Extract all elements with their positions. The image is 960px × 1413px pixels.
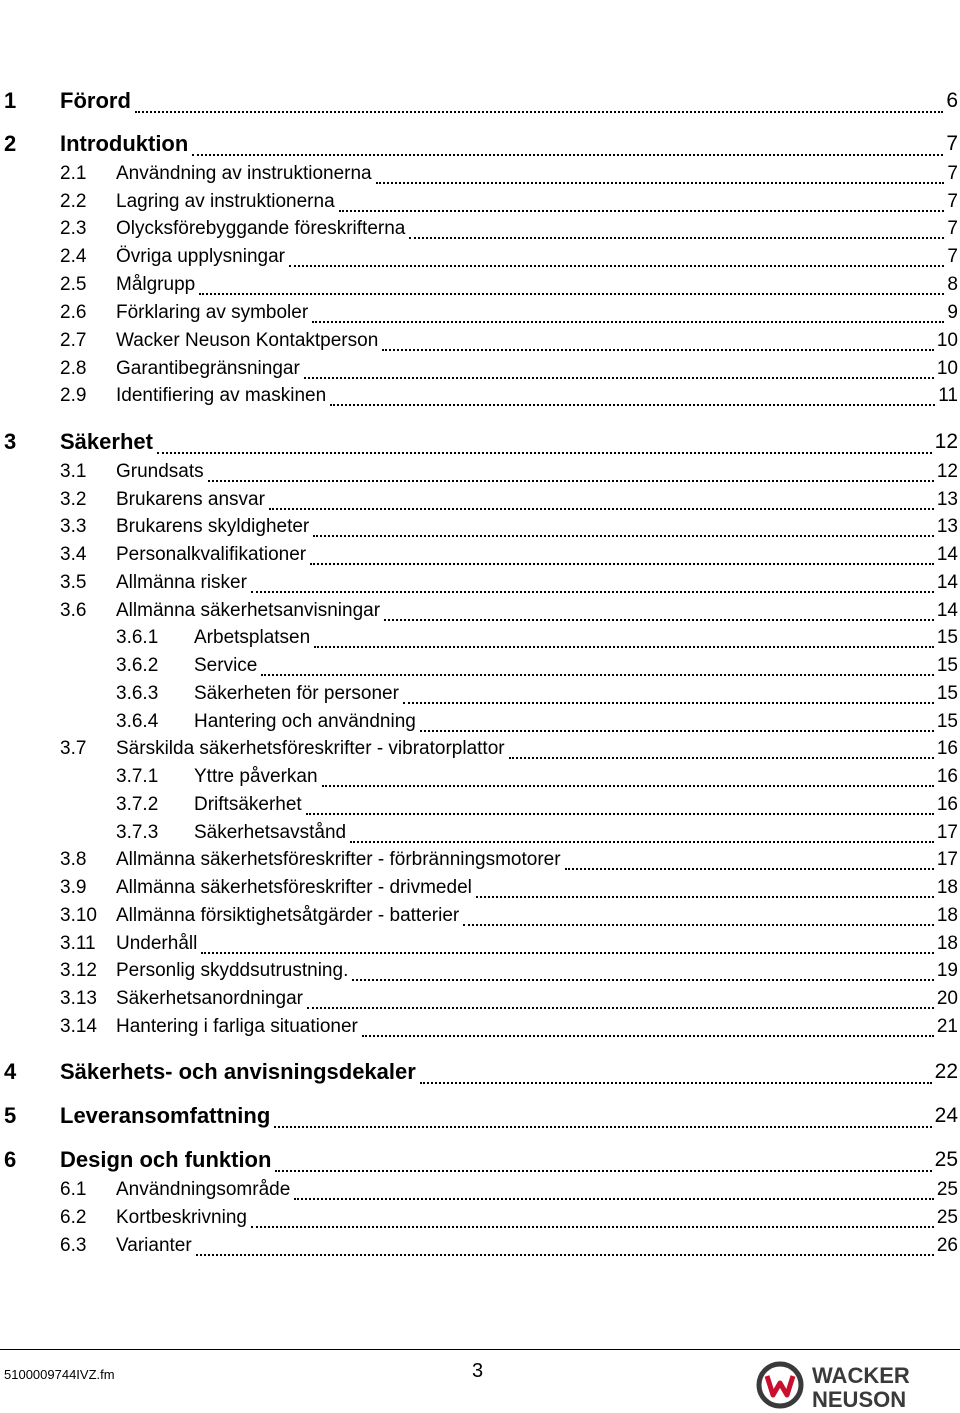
toc-entry-title: Allmänna säkerhetsföreskrifter - förbränningsmotorer	[116, 846, 563, 874]
toc-entry-number: 3.7	[60, 735, 89, 763]
toc-entry-page: 21	[937, 1013, 958, 1041]
toc-entry-number: 6	[4, 1143, 19, 1177]
toc-entry[interactable]	[0, 985, 960, 1013]
toc-entry-title: Hantering och användning	[194, 708, 418, 736]
dot-leader	[192, 127, 943, 156]
toc-entry[interactable]	[0, 569, 960, 597]
toc-entry-number: 3.7.2	[116, 791, 161, 819]
toc-entry-title: Övriga upplysningar	[116, 243, 287, 271]
toc-entry-page: 10	[937, 327, 958, 355]
toc-entry[interactable]	[0, 652, 960, 680]
dot-leader	[330, 382, 935, 406]
toc-entry-title: Lagring av instruktionerna	[116, 188, 337, 216]
toc-entry-page: 18	[937, 930, 958, 958]
toc-entry-title: Wacker Neuson Kontaktperson	[116, 327, 380, 355]
toc-entry-number: 2.5	[60, 271, 89, 299]
toc-entry-page: 15	[937, 624, 958, 652]
toc-entry-title: Förord	[60, 84, 133, 118]
toc-entry-number: 6.1	[60, 1176, 89, 1204]
toc-entry-title: Yttre påverkan	[194, 763, 320, 791]
toc-entry[interactable]	[0, 271, 960, 299]
toc-entry[interactable]	[0, 791, 960, 819]
toc-entry[interactable]	[0, 1204, 960, 1232]
toc-entry-page: 24	[935, 1099, 958, 1133]
toc-entry-number: 6.3	[60, 1232, 89, 1260]
toc-entry-page: 13	[937, 486, 958, 514]
toc-entry-title: Kortbeskrivning	[116, 1204, 249, 1232]
toc-entry[interactable]	[0, 215, 960, 243]
toc-entry[interactable]	[0, 874, 960, 902]
toc-entry-page: 16	[937, 763, 958, 791]
toc-entry-number: 3.5	[60, 569, 89, 597]
toc-entry-title: Identifiering av maskinen	[116, 382, 328, 410]
dot-leader	[312, 299, 944, 323]
dot-leader	[352, 957, 934, 981]
toc-entry-title: Förklaring av symboler	[116, 299, 310, 327]
dot-leader	[322, 763, 934, 787]
dot-leader	[201, 930, 934, 954]
toc-entry-title: Grundsats	[116, 458, 206, 486]
toc-entry-number: 3.6.3	[116, 680, 161, 708]
toc-entry-page: 7	[947, 160, 958, 188]
toc-entry-number: 3.11	[60, 930, 99, 958]
dot-leader	[310, 541, 934, 565]
dot-leader	[199, 271, 944, 295]
dot-leader	[350, 819, 934, 843]
toc-entry-title: Säkerheten för personer	[194, 680, 401, 708]
toc-entry-title: Underhåll	[116, 930, 199, 958]
dot-leader	[463, 902, 934, 926]
toc-entry-title: Design och funktion	[60, 1143, 273, 1177]
toc-entry-number: 3.7.1	[116, 763, 161, 791]
toc-entry[interactable]	[0, 299, 960, 327]
page-number: 3	[472, 1360, 484, 1382]
dot-leader	[251, 569, 934, 593]
toc-entry-title: Brukarens ansvar	[116, 486, 267, 514]
toc-entry-page: 10	[937, 355, 958, 383]
toc-entry[interactable]	[0, 735, 960, 763]
dot-leader	[420, 708, 934, 732]
dot-leader	[274, 1099, 932, 1128]
toc-entry-number: 3	[4, 425, 19, 459]
toc-entry-page: 12	[937, 458, 958, 486]
dot-leader	[289, 243, 944, 267]
toc-entry-title: Personlig skyddsutrustning.	[116, 957, 350, 985]
toc-entry-page: 12	[935, 425, 958, 459]
toc-entry-number: 3.2	[60, 486, 89, 514]
dot-leader	[384, 597, 934, 621]
toc-entry[interactable]	[0, 541, 960, 569]
toc-entry-title: Allmänna risker	[116, 569, 249, 597]
toc-entry-page: 17	[937, 819, 958, 847]
toc-entry-number: 2	[4, 127, 19, 161]
toc-entry-title: Målgrupp	[116, 271, 197, 299]
toc-entry-page: 14	[937, 597, 958, 625]
toc-entry-title: Olycksförebyggande föreskrifterna	[116, 215, 407, 243]
toc-chapter-entry[interactable]	[0, 1143, 960, 1177]
toc-entry-number: 3.14	[60, 1013, 100, 1041]
dot-leader	[382, 327, 934, 351]
dot-leader	[196, 1232, 934, 1256]
toc-entry-page: 11	[938, 382, 958, 410]
toc-entry[interactable]	[0, 513, 960, 541]
toc-entry-title: Särskilda säkerhetsföreskrifter - vibratorplattor	[116, 735, 507, 763]
toc-entry[interactable]	[0, 327, 960, 355]
dot-leader	[509, 735, 934, 759]
toc-entry-number: 3.6.4	[116, 708, 161, 736]
toc-entry-number: 2.3	[60, 215, 89, 243]
toc-entry[interactable]	[0, 1013, 960, 1041]
toc-chapter-entry[interactable]	[0, 1055, 960, 1089]
toc-entry-number: 3.9	[60, 874, 89, 902]
toc-chapter-entry[interactable]	[0, 425, 960, 459]
toc-entry-number: 3.4	[60, 541, 89, 569]
toc-chapter-entry[interactable]	[0, 1099, 960, 1133]
toc-entry-page: 14	[937, 541, 958, 569]
toc-entry-number: 3.7.3	[116, 819, 161, 847]
toc-entry-title: Hantering i farliga situationer	[116, 1013, 360, 1041]
toc-entry[interactable]	[0, 597, 960, 625]
dot-leader	[314, 624, 934, 648]
toc-entry-page: 22	[935, 1055, 958, 1089]
toc-entry[interactable]	[0, 160, 960, 188]
toc-entry-number: 3.6	[60, 597, 89, 625]
toc-entry-number: 2.9	[60, 382, 89, 410]
logo-text-line1: WACKER	[812, 1363, 910, 1388]
dot-leader	[157, 425, 932, 454]
dot-leader	[339, 188, 944, 212]
toc-entry[interactable]	[0, 624, 960, 652]
dot-leader	[376, 160, 944, 184]
toc-entry[interactable]	[0, 957, 960, 985]
toc-entry-title: Säkerhet	[60, 425, 155, 459]
toc-entry-title: Allmänna säkerhetsanvisningar	[116, 597, 382, 625]
wacker-neuson-logo	[756, 1360, 958, 1410]
toc-entry[interactable]	[0, 680, 960, 708]
toc-entry-page: 25	[937, 1204, 958, 1232]
toc-entry-page: 15	[937, 680, 958, 708]
toc-entry-page: 7	[946, 127, 958, 161]
toc-entry-number: 3.13	[60, 985, 100, 1013]
dot-leader	[251, 1204, 934, 1228]
toc-entry-page: 16	[937, 735, 958, 763]
toc-entry-title: Introduktion	[60, 127, 190, 161]
toc-entry-page: 18	[937, 874, 958, 902]
toc-entry-page: 18	[937, 902, 958, 930]
toc-entry-page: 20	[937, 985, 958, 1013]
dot-leader	[565, 846, 934, 870]
toc-entry-number: 3.3	[60, 513, 89, 541]
toc-entry-page: 14	[937, 569, 958, 597]
dot-leader	[275, 1143, 932, 1172]
toc-entry[interactable]	[0, 355, 960, 383]
toc-entry[interactable]	[0, 382, 960, 410]
dot-leader	[269, 486, 934, 510]
toc-entry-page: 26	[937, 1232, 958, 1260]
dot-leader	[261, 652, 934, 676]
dot-leader	[403, 680, 934, 704]
toc-entry-number: 4	[4, 1055, 19, 1089]
toc-entry[interactable]	[0, 243, 960, 271]
toc-entry-number: 3.8	[60, 846, 89, 874]
toc-entry-title: Arbetsplatsen	[194, 624, 312, 652]
dot-leader	[362, 1013, 934, 1037]
toc-entry-title: Allmänna försiktighetsåtgärder - batterier	[116, 902, 461, 930]
dot-leader	[294, 1176, 934, 1200]
dot-leader	[409, 215, 944, 239]
toc-entry-number: 1	[4, 84, 19, 118]
toc-chapter-entry[interactable]	[0, 84, 960, 118]
toc-entry[interactable]	[0, 930, 960, 958]
toc-entry[interactable]	[0, 486, 960, 514]
toc-entry-page: 15	[937, 708, 958, 736]
dot-leader	[135, 84, 943, 113]
toc-entry-page: 25	[937, 1176, 958, 1204]
dot-leader	[306, 791, 934, 815]
dot-leader	[313, 513, 934, 537]
toc-entry-page: 6	[946, 84, 958, 118]
logo-w-mark	[767, 1376, 793, 1395]
document-id: 5100009744IVZ.fm	[4, 1367, 115, 1382]
toc-entry-number: 3.12	[60, 957, 100, 985]
toc-entry-page: 7	[947, 243, 958, 271]
logo-text-line2: NEUSON	[812, 1387, 907, 1410]
toc-entry-number: 3.1	[60, 458, 89, 486]
toc-entry-number: 3.6.2	[116, 652, 161, 680]
toc-entry[interactable]	[0, 763, 960, 791]
toc-entry-page: 15	[937, 652, 958, 680]
toc-entry-title: Användning av instruktionerna	[116, 160, 374, 188]
toc-entry-page: 7	[947, 215, 958, 243]
dot-leader	[420, 1055, 932, 1084]
toc-entry-number: 2.1	[60, 160, 89, 188]
toc-entry-number: 5	[4, 1099, 19, 1133]
toc-chapter-entry[interactable]	[0, 127, 960, 161]
toc-entry-title: Driftsäkerhet	[194, 791, 304, 819]
dot-leader	[307, 985, 934, 1009]
toc-entry[interactable]	[0, 458, 960, 486]
toc-entry-title: Brukarens skyldigheter	[116, 513, 311, 541]
toc-entry-page: 25	[935, 1143, 958, 1177]
footer-divider	[0, 1349, 960, 1350]
dot-leader	[208, 458, 934, 482]
toc-entry-number: 2.4	[60, 243, 89, 271]
toc-entry[interactable]	[0, 819, 960, 847]
toc-entry-number: 3.10	[60, 902, 100, 930]
toc-entry[interactable]	[0, 1176, 960, 1204]
toc-entry[interactable]	[0, 708, 960, 736]
toc-entry-title: Allmänna säkerhetsföreskrifter - drivmedel	[116, 874, 474, 902]
toc-entry-number: 2.8	[60, 355, 89, 383]
toc-entry-number: 6.2	[60, 1204, 89, 1232]
toc-entry-number: 2.6	[60, 299, 89, 327]
toc-entry[interactable]	[0, 1232, 960, 1260]
toc-entry[interactable]	[0, 188, 960, 216]
toc-entry-title: Service	[194, 652, 259, 680]
toc-entry-title: Varianter	[116, 1232, 194, 1260]
toc-entry-page: 8	[947, 271, 958, 299]
toc-entry[interactable]	[0, 846, 960, 874]
toc-entry-title: Personalkvalifikationer	[116, 541, 308, 569]
toc-entry-number: 2.7	[60, 327, 89, 355]
toc-entry-page: 19	[937, 957, 958, 985]
toc-entry-page: 9	[947, 299, 958, 327]
toc-entry-page: 7	[947, 188, 958, 216]
toc-entry-title: Användningsområde	[116, 1176, 292, 1204]
toc-entry-title: Säkerhetsanordningar	[116, 985, 305, 1013]
toc-entry-title: Säkerhets- och anvisningsdekaler	[60, 1055, 418, 1089]
dot-leader	[304, 355, 934, 379]
toc-entry-title: Garantibegränsningar	[116, 355, 302, 383]
toc-entry-title: Leveransomfattning	[60, 1099, 272, 1133]
toc-entry-number: 2.2	[60, 188, 89, 216]
toc-entry-page: 16	[937, 791, 958, 819]
toc-entry-title: Säkerhetsavstånd	[194, 819, 348, 847]
toc-entry-number: 3.6.1	[116, 624, 161, 652]
toc-entry-page: 13	[937, 513, 958, 541]
dot-leader	[476, 874, 934, 898]
toc-entry-page: 17	[937, 846, 958, 874]
toc-entry[interactable]	[0, 902, 960, 930]
